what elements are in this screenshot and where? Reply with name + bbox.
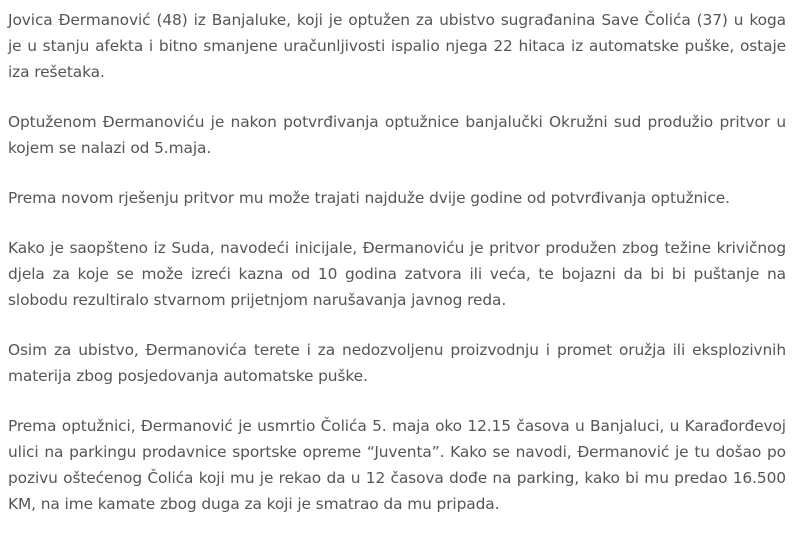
article-paragraph: Prema novom rješenju pritvor mu može trajati najduže dvije godine od potvrđivanja optužnice. <box>8 189 730 207</box>
article-paragraph: Jovica Đermanović (48) iz Banjaluke, koji je optužen za ubistvo sugrađanina Save Čolića (37) u koga je u stanju afekta i bitno smanjene uračunljivosti ispalio njega 22 hitaca iz automatske puške, ostaje iza rešetaka. <box>8 11 786 81</box>
article-paragraph: Kako je saopšteno iz Suda, navodeći inicijale, Đermanoviću je pritvor produžen zbog težine krivičnog djela za koje se može izreći kazna od 10 godina zatvora ili veća, te bojazni da bi bi puštanje na slobodu rezultiralo stvarnom prijetnjom narušavanja javnog reda. <box>8 239 786 309</box>
article-body <box>8 7 786 541</box>
article-paragraph: Prema optužnici, Đermanović je usmrtio Čolića 5. maja oko 12.15 časova u Banjaluci, u Karađorđevoj ulici na parkingu prodavnice sportske opreme “Juventa”. Kako se navodi, Đermanović je tu došao po pozivu oštećenog Čolića koji mu je rekao da u 12 časova dođe na parking, kako bi mu predao 16.500 KM, na ime kamate zbog duga za koji je smatrao da mu pripada. <box>8 417 786 513</box>
article-paragraph: Optuženom Đermanoviću je nakon potvrđivanja optužnice banjalučki Okružni sud produžio pritvor u kojem se nalazi od 5.maja. <box>8 113 786 157</box>
article-paragraph: Osim za ubistvo, Đermanovića terete i za nedozvoljenu proizvodnju i promet oružja ili eksplozivnih materija zbog posjedovanja automatske puške. <box>8 341 786 385</box>
